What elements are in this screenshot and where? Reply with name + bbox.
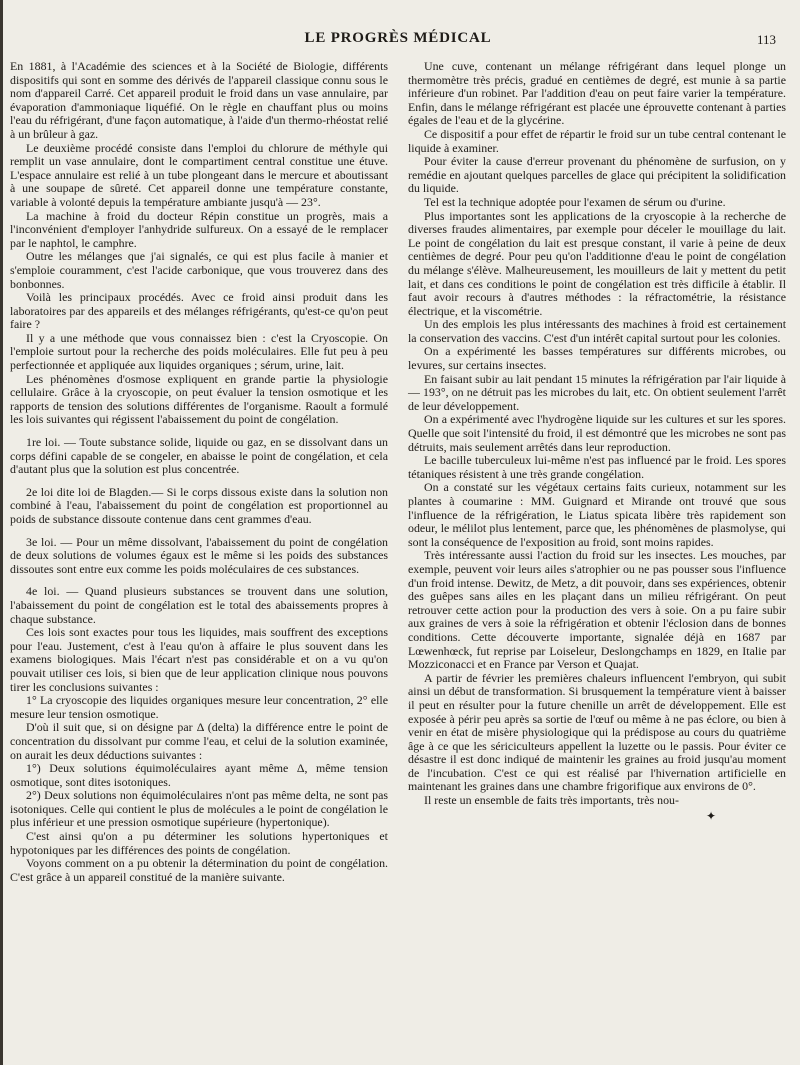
law-paragraph: 2e loi dite loi de Blagden.— Si le corps dissous existe dans la solution non combiné à l'eau, l'abaissement du point de congélation est proportionnel au poids de substance dissoute contenue dans cent grammes d'eau. <box>10 484 388 526</box>
paragraph: Il y a une méthode que vous connaissez bien : c'est la Cryoscopie. On l'emploie surtout pour la recherche des poids moléculaires. Elle fut peu à peu perfectionnée et appliquée aux liquides organiques ; sérum, urine, lait. <box>10 330 388 373</box>
paragraph: Une cuve, contenant un mélange réfrigérant dans lequel plonge un thermomètre très précis, gradué en centièmes de degré, est munie à sa partie inférieure d'un robinet. Par l'addition d'eau on peut faire varier la température. Enfin, dans le mélange réfrigérant est placée une éprouvette contenant à parties égales de l'eau et de la glycérine. <box>408 59 786 128</box>
paragraph: Ces lois sont exactes pour tous les liquides, mais souffrent des exceptions pour l'eau. Justement, c'est à l'eau qu'on à affaire le plus souvent dans les examens biologiques. Mais l'écart n'est pas considérable et on a vu qu'on pouvait utiliser ces lois, si bien que de leur application clinique nous pouvons tirer les conclusions suivantes : <box>10 625 388 694</box>
paragraph: Pour éviter la cause d'erreur provenant du phénomène de surfusion, on y remédie en ajoutant quelques parcelles de glace qui précipitent la solidification du liquide. <box>408 154 786 196</box>
paragraph: Tel est la technique adoptée pour l'examen de sérum ou d'urine. <box>424 194 726 209</box>
law-paragraph: 3e loi. — Pour un même dissolvant, l'abaissement du point de congélation de deux solutions de volumes égaux est le même si les poids des substances dissoutes sont entre eux comme les poids moléculaires de ces substances. <box>10 534 388 576</box>
ornament-icon: ✦ <box>705 808 716 823</box>
paragraph: Le bacille tuberculeux lui-même n'est pas influencé par le froid. Les spores tétaniques résistent à une très grande congélation. <box>408 453 786 481</box>
paragraph: Un des emplois les plus intéressants des machines à froid est certainement la conservation des vaccins. C'est d'un intérêt capital surtout pour les colonies. <box>408 317 786 345</box>
paragraph: Il reste un ensemble de faits très importants, très nou- <box>424 793 679 808</box>
paragraph: A partir de février les premières chaleurs influencent l'embryon, qui subit ainsi un début de transformation. Si brusquement la température vient à baisser il peut en résulter pour la future chenille un arrêt de développement. Elle est exposée à périr peu après sa sortie de l'œuf ou même à ne pas éclore, ou bien à venir en état de misère physiologique qui la prédispose au cours du quatrième âge à ce que les sériciculteurs appellent la luzette ou le passis. Pour éviter ce désastre il est donc indiqué de maintenir les graines au froid jusqu'au moment de l'incubation. C'est ce qui est réalisé par l'hivernation artificielle en maintenant les graines dans une chambre frigorifique aux environs de 0°. <box>408 670 786 794</box>
right-column <box>408 60 786 884</box>
paragraph: En faisant subir au lait pendant 15 minutes la réfrigération par l'air liquide à — 193°, on ne détruit pas les microbes du lait, etc. On obtient seulement l'arrêt de leur développement. <box>408 371 786 413</box>
text-columns <box>10 60 786 884</box>
law-paragraph: 4e loi. — Quand plusieurs substances se trouvent dans une solution, l'abaissement du point de congélation est le total des abaissements propres à chaque substance. <box>10 584 388 626</box>
paragraph: Les phénomènes d'osmose expliquent en grande partie la physiologie cellulaire. Grâce à la cryoscopie, on peut évaluer la tension osmotique et les rapports de tension des solutions différentes de l'organisme. Raoult a formulé les lois suivantes qui régissent l'abaissement du point de congélation. <box>10 371 388 427</box>
paragraph: D'où il suit que, si on désigne par Δ (delta) la différence entre le point de concentration du dissolvant pur comme l'eau, et celui de la solution examinée, on aurait les deux déductions suivantes : <box>10 720 388 762</box>
paragraph: On a expérimenté avec l'hydrogène liquide sur les cultures et sur les spores. Quelle que soit l'intensité du froid, il est démontré que les microbes ne sont pas détruits, mais seulement arrêtés dans leur reproduction. <box>408 412 786 454</box>
paragraph: En 1881, à l'Académie des sciences et à la Société de Biologie, différents dispositifs qui sont en somme des dérivés de l'appareil classique connu sous le nom d'appareil Carré. Cet appareil produit le froid dans un vase annulaire, par évaporation d'ammoniaque liquéfié. On le règle en chauffant plus ou moins l'eau du réfrigérant, d'une façon automatique, à l'aide d'un thermo-rhéostat relié à un brûleur à gaz. <box>10 59 388 141</box>
law-paragraph: 1re loi. — Toute substance solide, liquide ou gaz, en se dissolvant dans un corps défini capable de se congeler, en abaisse le point de congélation, et cela d'autant plus que la solution est plus concentrée. <box>10 435 388 477</box>
paragraph: Ce dispositif a pour effet de répartir le froid sur un tube central contenant le liquide à examiner. <box>408 126 786 155</box>
paragraph: 1° La cryoscopie des liquides organiques mesure leur concentration, 2° elle mesure leur tension osmotique. <box>10 693 388 721</box>
paragraph: Voyons comment on a pu obtenir la détermination du point de congélation. C'est grâce à un appareil constitué de la manière suivante. <box>10 856 388 884</box>
paragraph: Le deuxième procédé consiste dans l'emploi du chlorure de méthyle qui remplit un vase annulaire, dont le compartiment central constitue une étuve. L'espace annulaire est relié à un tube plongeant dans le mercure et aboutissant à une soupape de sûreté. Cet appareil donne une température constante, variable à volonté depuis la température ambiante jusqu'à — 23°. <box>10 140 388 209</box>
binding-edge <box>0 0 3 1065</box>
paragraph: On a expérimenté les basses températures sur différents microbes, ou levures, sur certains insectes. <box>408 344 786 373</box>
paragraph: Voilà les principaux procédés. Avec ce froid ainsi produit dans les laboratoires par des appareils et des mélanges réfrigérants, qu'est-ce qu'on peut faire ? <box>10 290 388 332</box>
page-header <box>10 30 786 52</box>
paragraph: 2°) Deux solutions non équimoléculaires n'ont pas même delta, ne sont pas isotoniques. Celle qui contient le plus de molécules a le point de congélation le plus inférieur et une pression osmotique supérieure (hypertonique). <box>10 788 388 830</box>
journal-title: LE PROGRÈS MÉDICAL <box>304 30 492 46</box>
page-number: 113 <box>756 32 776 47</box>
paragraph: Très intéressante aussi l'action du froid sur les insectes. Les mouches, par exemple, peuvent voir leurs ailes s'atrophier ou ne pas pousser sous l'influence d'un froid intense. Dewitz, de Metz, a dit pouvoir, dans ses expériences, obtenir des guêpes sans ailes en les plaçant dans un milieu réfrigérant. On peut retrouver cette action pour la production des vers à soie. On a pu faire subir aux graines de vers à soie la réfrigération et obtenir l'éclosion dans de bonnes conditions. Cette découverte importante, signalée déjà en 1687 par Lœwenhœck, fut reprise par Loiseleur, Deslongchamps en 1829, en Italie par Mozziconacci et en France par Verson et Quajat. <box>408 548 786 672</box>
paragraph: 1°) Deux solutions équimoléculaires ayant même Δ, même tension osmotique, sont dites isotoniques. <box>10 761 388 789</box>
paragraph: C'est ainsi qu'on a pu déterminer les solutions hypertoniques et hypotoniques par les différences des points de congélation. <box>10 829 388 857</box>
paragraph: Plus importantes sont les applications de la cryoscopie à la recherche de diverses fraudes alimentaires, par exemple pour déceler le mouillage du lait. Le point de congélation du lait est presque constant, il varie à peine de deux centièmes de degré. Pour peu qu'on l'additionne d'eau le point de congélation du mélange s'élève. Malheureusement, les mouilleurs de lait y mettent du petit lait, et dans ces conditions le point de congélation est très difficile à établir. Il faut avoir recours à d'autres méthodes : la réfractométrie, la résistance électrique, et la viscométrie. <box>408 208 786 318</box>
left-column <box>10 60 388 884</box>
paragraph: Outre les mélanges que j'ai signalés, ce qui est plus facile à manier et s'emploie couramment, c'est l'acide carbonique, que vous trouverez dans des bonbonnes. <box>10 249 388 291</box>
paragraph: La machine à froid du docteur Répin constitue un progrès, mais a l'inconvénient d'employer l'anhydride sulfureux. On a essayé de le remplacer par le naphtol, le camphre. <box>10 208 388 250</box>
paragraph: On a constaté sur les végétaux certains faits curieux, notamment sur les plantes à coumarine : MM. Guignard et Mirande ont trouvé que sous l'influence de la réfrigération, le Liatus spicata libère très rapidement son odeur, le mélilot plus lentement, parce que, les phénomènes de plasmolyse, qui sont la conséquence de l'exposition au froid, sont moins rapides. <box>408 480 786 549</box>
